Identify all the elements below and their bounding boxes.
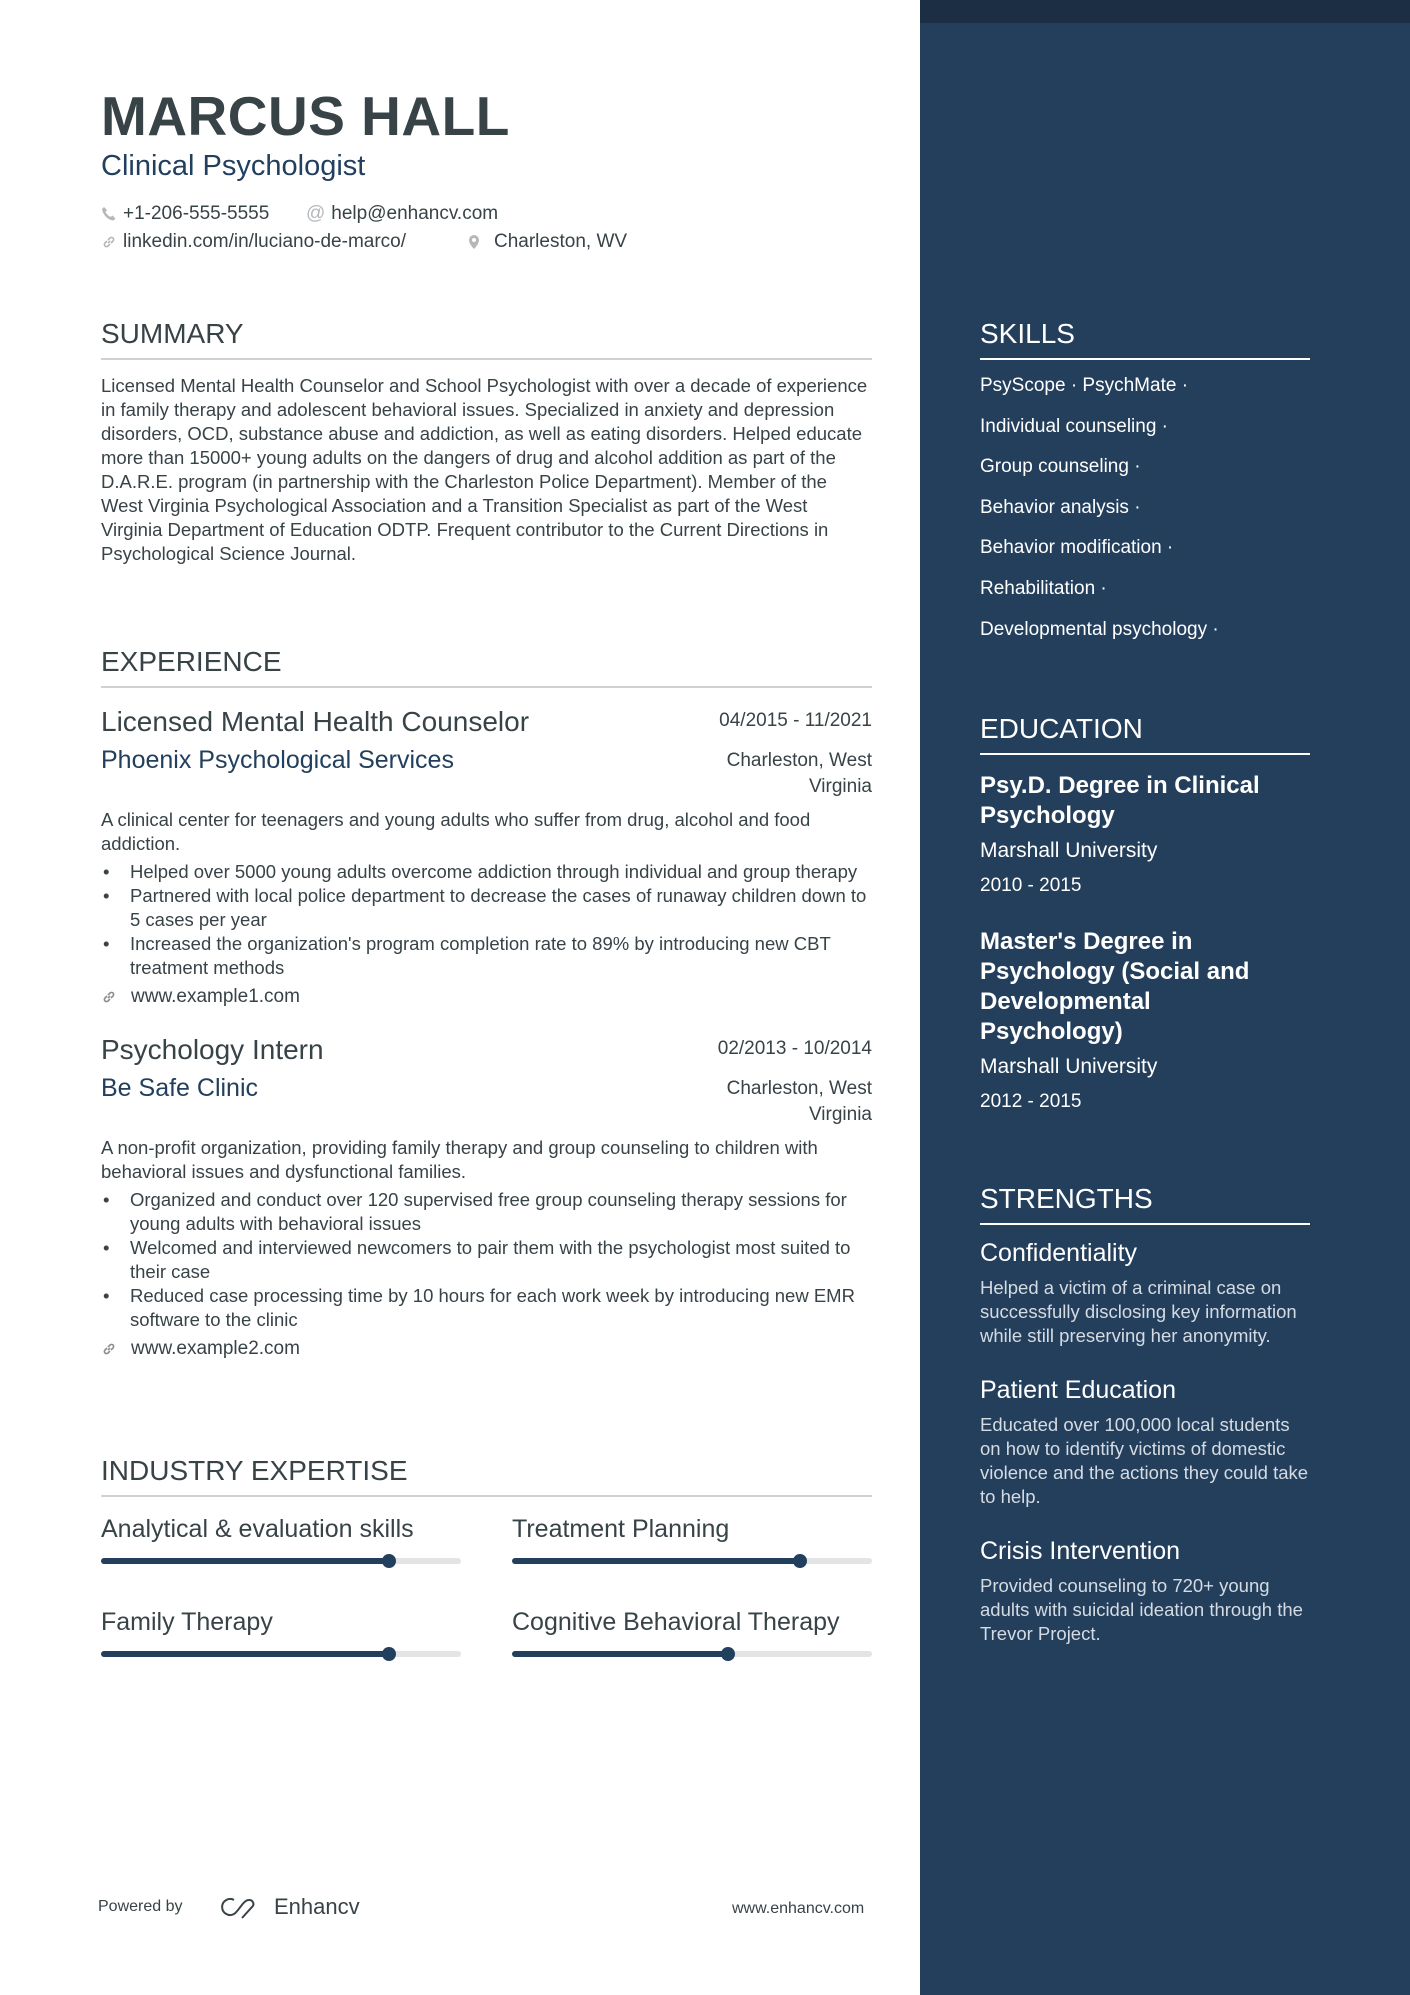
skill-item: Group counseling · bbox=[980, 456, 1141, 478]
strength-title: Patient Education bbox=[980, 1376, 1176, 1404]
job-entry bbox=[101, 1034, 872, 1360]
at-icon: @ bbox=[306, 203, 326, 224]
job-description: A non-profit organization, providing family therapy and group counseling to children with behavioral issues and dysfunctional families. bbox=[101, 1137, 818, 1182]
job-link[interactable]: www.example2.com bbox=[101, 1338, 872, 1360]
strengths-heading: STRENGTHS bbox=[980, 1183, 1310, 1225]
expertise-label: Cognitive Behavioral Therapy bbox=[512, 1608, 840, 1636]
job-title: Licensed Mental Health Counselor bbox=[101, 706, 530, 737]
strength-description: Provided counseling to 720+ young adults with suicidal ideation through the Trevor Project. bbox=[980, 1575, 1303, 1644]
job-dates: 02/2013 - 10/2014 bbox=[717, 1038, 872, 1059]
job-bullets bbox=[101, 860, 872, 980]
expertise-bar-knob bbox=[793, 1554, 807, 1568]
skill-item: Developmental psychology · bbox=[980, 618, 1219, 640]
bullet-item: • Increased the organization's program completion rate to 89% by introducing new CBT treatment methods bbox=[101, 932, 872, 980]
linkedin[interactable]: linkedin.com/in/luciano-de-marco/ bbox=[101, 231, 406, 253]
summary-text: Licensed Mental Health Counselor and School Psychologist with over a decade of experience in family therapy and adolescent behavioral issues. Specialized in anxiety and depression disorders, OCD, substance abuse and addiction, as well as eating disorders. Helped educate more than 15000+ young adults on the dangers of drug and alcohol addition as part of the D.A.R.E. program (in partnership with the Charleston Police Department). Member of the West Virginia Psychological Association and a Transition Specialist as part of the West Virginia Department of Education ODTP. Frequent contributor to the Current Directions in Psychological Science Journal. bbox=[101, 375, 868, 564]
strength-title: Crisis Intervention bbox=[980, 1537, 1181, 1565]
education-years: 2012 - 2015 bbox=[980, 1091, 1082, 1112]
degree: Psy.D. Degree in Clinical Psychology bbox=[980, 772, 1260, 829]
strength-entry bbox=[980, 1239, 1310, 1348]
job-entry bbox=[101, 706, 872, 1008]
footer-url[interactable]: www.enhancv.com bbox=[732, 1900, 865, 1917]
expertise-heading: INDUSTRY EXPERTISE bbox=[101, 1455, 872, 1497]
experience-section bbox=[101, 646, 872, 1360]
education-entry bbox=[980, 771, 1300, 897]
job-dates: 04/2015 - 11/2021 bbox=[719, 710, 872, 731]
expertise-bar bbox=[512, 1651, 872, 1657]
expertise-bar-fill bbox=[512, 1651, 728, 1657]
expertise-bar bbox=[512, 1558, 872, 1564]
education-years: 2010 - 2015 bbox=[980, 875, 1082, 896]
skill-item: Behavior modification · bbox=[980, 537, 1174, 559]
strength-description: Helped a victim of a criminal case on successfully disclosing key information while still preserving her anonymity. bbox=[980, 1277, 1297, 1346]
skill-item: Rehabilitation · bbox=[980, 577, 1107, 599]
enhancv-logo-icon bbox=[218, 1894, 264, 1920]
degree: Master's Degree in Psychology (Social and Developmental Psychology) bbox=[980, 928, 1250, 1045]
bullet-item: • Partnered with local police department to decrease the cases of runaway children down to 5 cases per year bbox=[101, 884, 872, 932]
school: Marshall University bbox=[980, 1055, 1158, 1078]
expertise-section bbox=[101, 1455, 872, 1685]
strength-title: Confidentiality bbox=[980, 1239, 1138, 1267]
expertise-bar-knob bbox=[382, 1554, 396, 1568]
map-pin-icon bbox=[466, 234, 482, 250]
summary-section bbox=[101, 318, 872, 566]
skills-section bbox=[980, 318, 1310, 650]
expertise-label: Treatment Planning bbox=[512, 1515, 730, 1543]
skills-heading: SKILLS bbox=[980, 318, 1310, 360]
expertise-item bbox=[101, 1608, 461, 1657]
bullet-item: • Reduced case processing time by 10 hours for each work week by introducing new EMR software to the clinic bbox=[101, 1284, 872, 1332]
expertise-item bbox=[512, 1608, 872, 1657]
company-name: Be Safe Clinic bbox=[101, 1074, 259, 1102]
job-title: Psychology Intern bbox=[101, 1034, 324, 1065]
education-entry bbox=[980, 927, 1280, 1113]
job-bullets bbox=[101, 1188, 872, 1332]
skill-item: Behavior analysis · bbox=[980, 496, 1141, 518]
education-heading: EDUCATION bbox=[980, 713, 1310, 755]
sidebar bbox=[920, 0, 1410, 1995]
location: Charleston, WV bbox=[466, 231, 627, 253]
experience-heading: EXPERIENCE bbox=[101, 646, 872, 688]
summary-heading: SUMMARY bbox=[101, 318, 872, 360]
strength-entry bbox=[980, 1537, 1310, 1646]
expertise-bar-fill bbox=[512, 1558, 800, 1564]
expertise-bar-fill bbox=[101, 1651, 389, 1657]
sidebar-top-band bbox=[920, 0, 1410, 23]
job-location: Charleston, West Virginia bbox=[726, 1078, 872, 1125]
enhancv-logo[interactable]: Enhancv bbox=[218, 1894, 360, 1920]
expertise-label: Family Therapy bbox=[101, 1608, 273, 1636]
job-link[interactable]: www.example1.com bbox=[101, 986, 872, 1008]
school: Marshall University bbox=[980, 839, 1158, 862]
expertise-bar-knob bbox=[382, 1647, 396, 1661]
bullet-item: • Helped over 5000 young adults overcome addiction through individual and group therapy bbox=[101, 860, 872, 884]
strength-entry bbox=[980, 1376, 1310, 1509]
skill-item: Individual counseling · bbox=[980, 415, 1169, 437]
phone: +1-206-555-5555 bbox=[101, 203, 269, 225]
job-description: A clinical center for teenagers and young adults who suffer from drug, alcohol and food addiction. bbox=[101, 809, 811, 854]
bullet-item: • Welcomed and interviewed newcomers to pair them with the psychologist most suited to their case bbox=[101, 1236, 872, 1284]
strength-description: Educated over 100,000 local students on how to identify victims of domestic violence and the actions they could take to help. bbox=[980, 1414, 1309, 1507]
expertise-bar bbox=[101, 1651, 461, 1657]
candidate-name: MARCUS HALL bbox=[101, 85, 510, 147]
expertise-bar-knob bbox=[721, 1647, 735, 1661]
link-icon bbox=[101, 234, 117, 250]
skill-item: PsyScope · PsychMate · bbox=[980, 375, 1189, 396]
expertise-item bbox=[512, 1515, 872, 1564]
link-icon bbox=[101, 1341, 117, 1357]
link-icon bbox=[101, 989, 117, 1005]
email[interactable]: @ help@enhancv.com bbox=[306, 203, 499, 224]
powered-by: Powered by bbox=[98, 1898, 183, 1915]
expertise-bar bbox=[101, 1558, 461, 1564]
bullet-item: • Organized and conduct over 120 supervised free group counseling therapy sessions for young adults with behavioral issues bbox=[101, 1188, 872, 1236]
expertise-bar-fill bbox=[101, 1558, 389, 1564]
job-location: Charleston, West Virginia bbox=[726, 750, 872, 797]
expertise-label: Analytical & evaluation skills bbox=[101, 1515, 414, 1543]
company-name: Phoenix Psychological Services bbox=[101, 746, 454, 774]
phone-icon bbox=[101, 206, 117, 222]
education-section bbox=[980, 713, 1310, 1113]
expertise-item bbox=[101, 1515, 461, 1564]
candidate-title: Clinical Psychologist bbox=[101, 150, 366, 182]
strengths-section bbox=[980, 1183, 1310, 1646]
